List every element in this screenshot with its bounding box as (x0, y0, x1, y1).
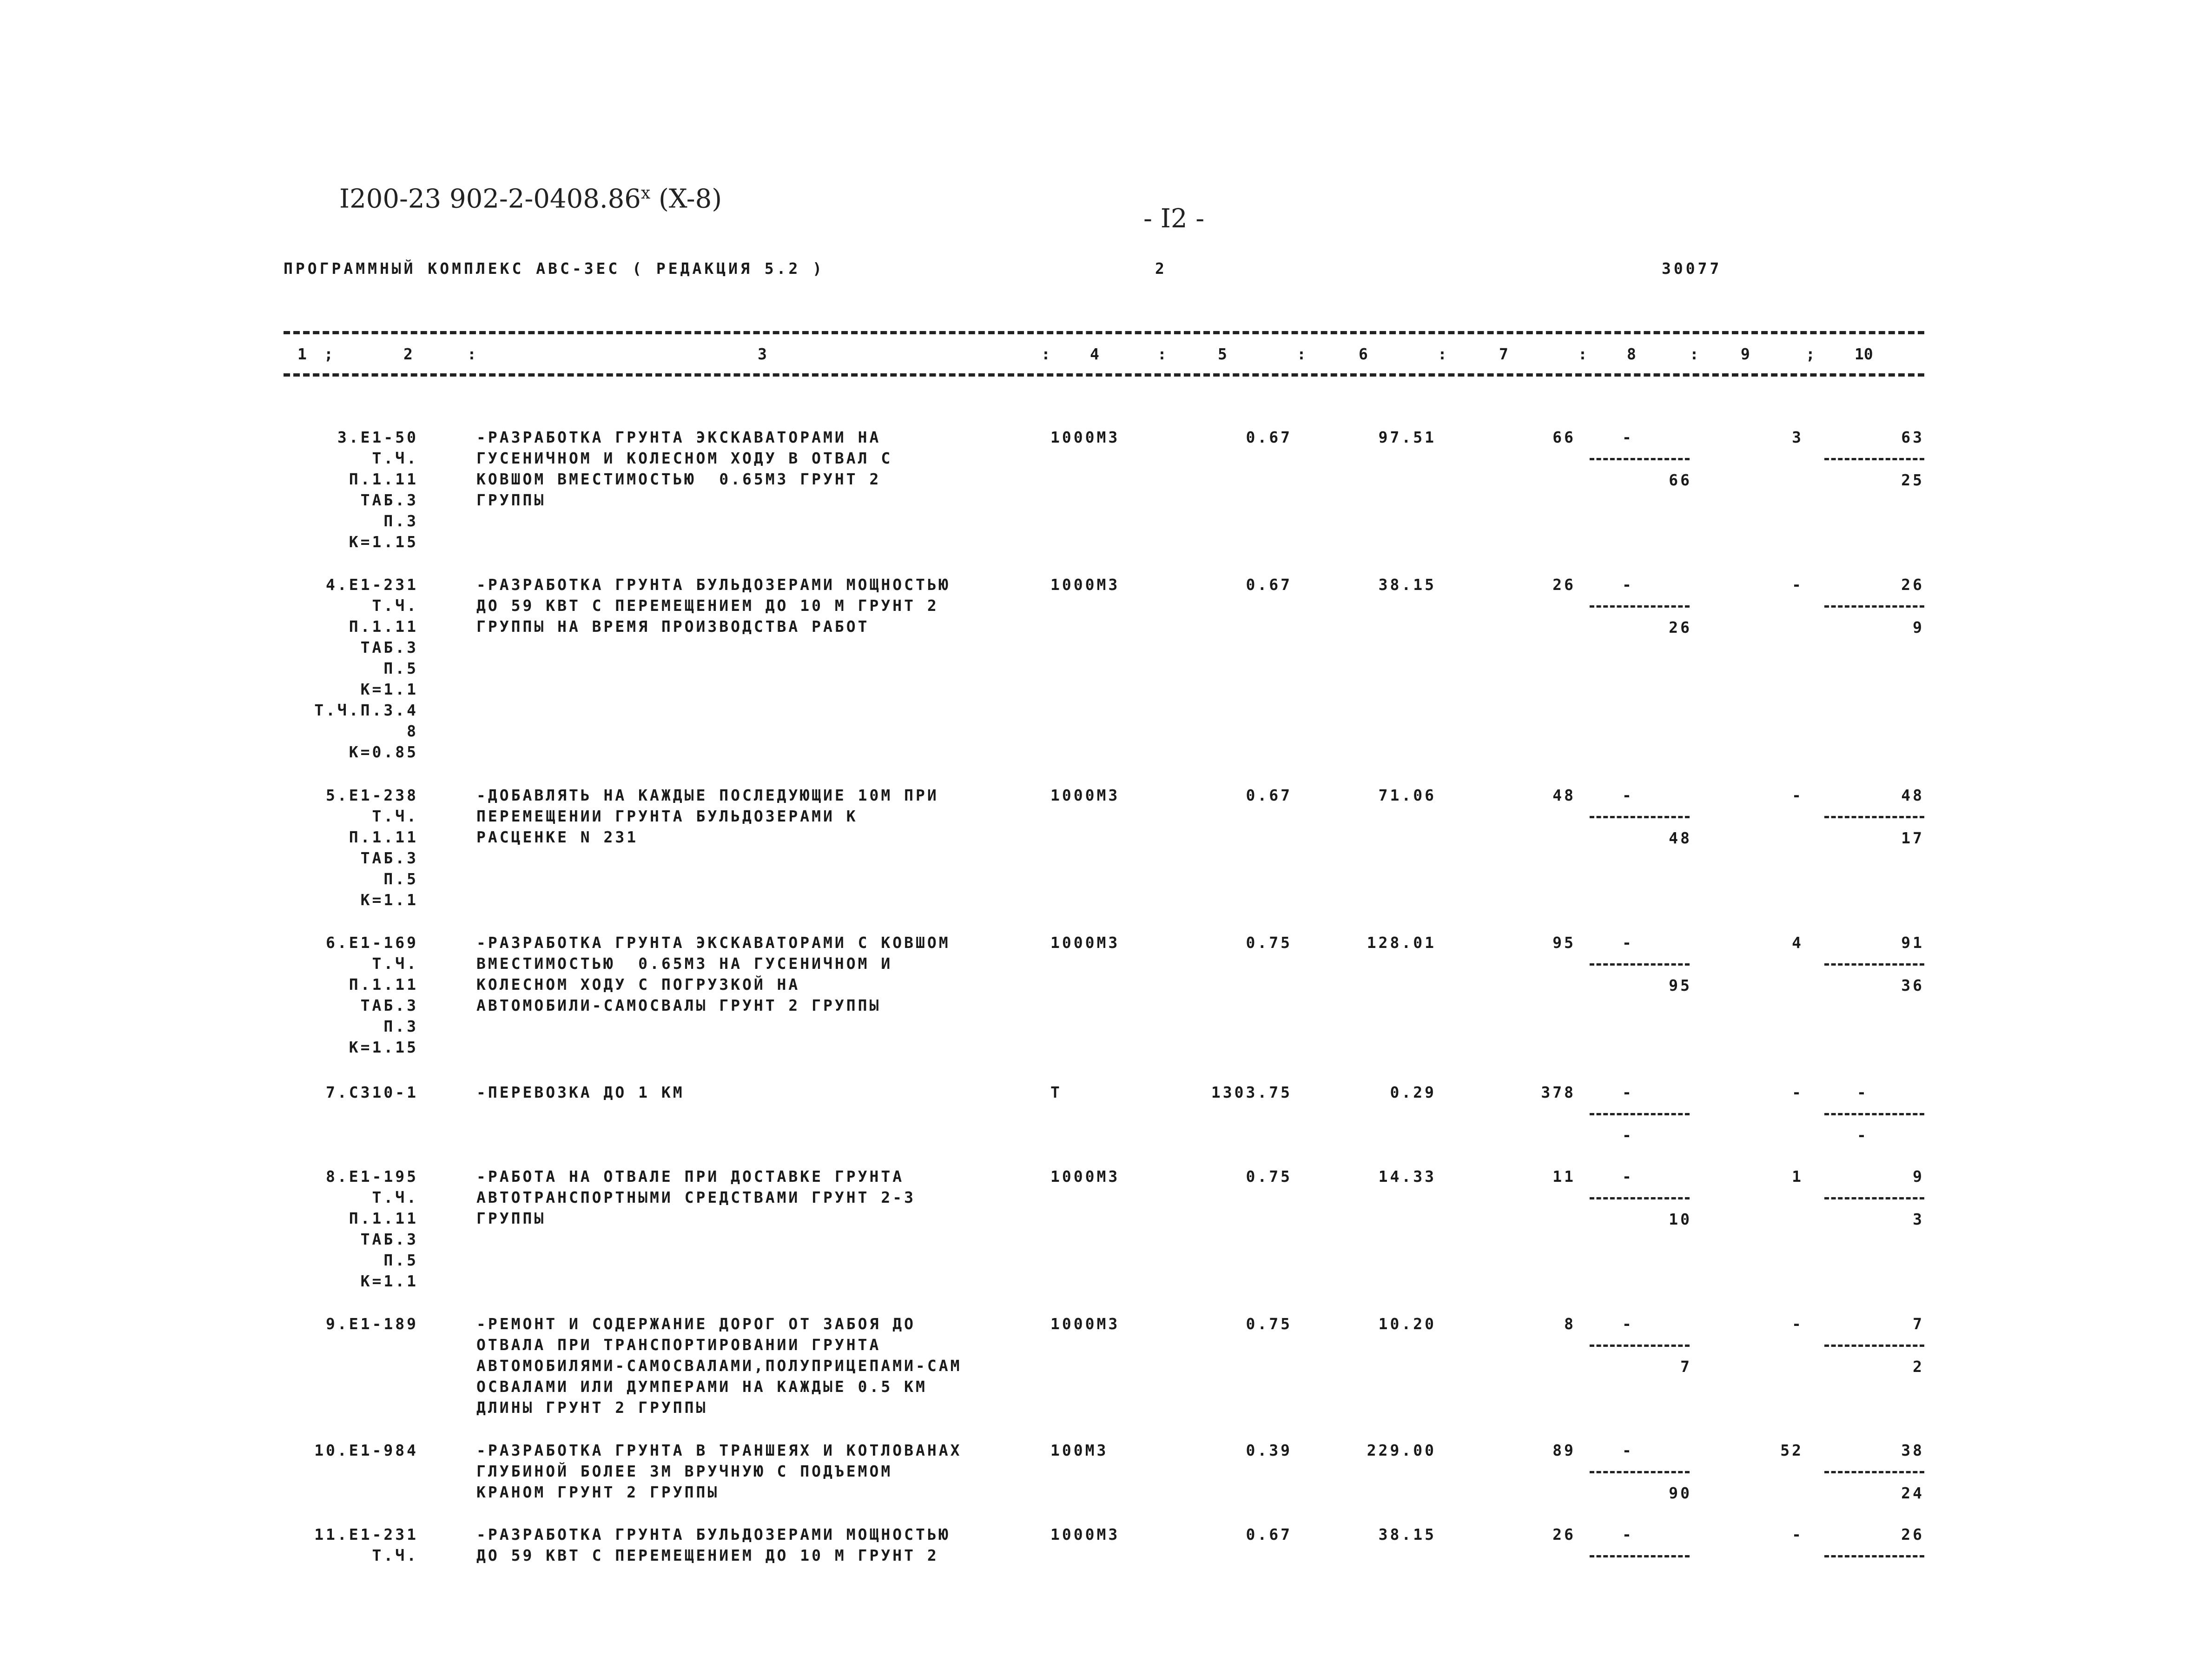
row-col8-bottom: 10 (1669, 1210, 1692, 1228)
row-total: 26 (1552, 1525, 1576, 1544)
row-code: 7.С310-1 (326, 1083, 418, 1101)
column-separator: ; (324, 345, 333, 363)
row-col10-top: 26 (1901, 576, 1924, 594)
fraction-line (1590, 1471, 1690, 1473)
row-price: 10.20 (1378, 1315, 1436, 1333)
row-total: 48 (1552, 786, 1576, 804)
fraction-line (1590, 1345, 1690, 1347)
column-separator: ; (1806, 345, 1815, 363)
row-col9: - (1792, 1525, 1803, 1544)
fraction-line (1824, 1113, 1924, 1115)
row-price: 38.15 (1378, 1525, 1436, 1544)
row-col10-bottom: 2 (1913, 1358, 1924, 1376)
row-col8-bottom: - (1622, 1126, 1634, 1144)
document-reference (339, 184, 722, 214)
row-price: 38.15 (1378, 576, 1436, 594)
row-unit: 1000М3 (1050, 786, 1120, 804)
header-bottom-rule (284, 373, 1924, 377)
row-col8-top: - (1622, 786, 1634, 804)
row-unit: 1000М3 (1050, 1315, 1120, 1333)
row-col10-top: 63 (1901, 428, 1924, 446)
fraction-line (1590, 1555, 1690, 1557)
row-unit: Т (1050, 1083, 1062, 1101)
row-total: 11 (1552, 1167, 1576, 1186)
row-price: 0.29 (1390, 1083, 1436, 1101)
column-header-5: 5 (1218, 345, 1227, 363)
row-col9: - (1792, 1083, 1803, 1101)
program-column-2: 2 (1155, 259, 1167, 278)
fraction-line (1824, 963, 1924, 966)
row-quantity: 0.39 (1246, 1441, 1292, 1459)
row-price: 14.33 (1378, 1167, 1436, 1186)
row-col8-bottom: 90 (1669, 1484, 1692, 1502)
fraction-line (1824, 1345, 1924, 1347)
row-price: 229.00 (1367, 1441, 1436, 1459)
fraction-line (1590, 1197, 1690, 1199)
row-col8-top: - (1622, 1525, 1634, 1544)
row-description: -ДОБАВЛЯТЬ НА КАЖДЫЕ ПОСЛЕДУЮЩИЕ 10М ПРИ ПЕРЕМЕЩЕНИИ ГРУНТА БУЛЬДОЗЕРАМИ К РАСЦЕНКЕ N 231 (476, 786, 939, 846)
row-col10-top: 26 (1901, 1525, 1924, 1544)
column-header-7: 7 (1499, 345, 1508, 363)
row-quantity: 0.67 (1246, 786, 1292, 804)
row-description: -РАЗРАБОТКА ГРУНТА ЭКСКАВАТОРАМИ НА ГУСЕНИЧНОМ И КОЛЕСНОМ ХОДУ В ОТВАЛ С КОВШОМ ВМЕСТИМОСТЬЮ 0.65М3 ГРУНТ 2 ГРУППЫ (476, 428, 893, 509)
row-description: -РАЗРАБОТКА ГРУНТА БУЛЬДОЗЕРАМИ МОЩНОСТЬЮ ДО 59 КВТ С ПЕРЕМЕЩЕНИЕМ ДО 10 М ГРУНТ 2 (476, 1525, 951, 1564)
page-number: - I2 - (1143, 204, 1205, 234)
row-total: 66 (1552, 428, 1576, 446)
row-code: 8.Е1-195 Т.Ч. П.1.11 ТАБ.3 П.5 К=1.1 (326, 1167, 418, 1290)
fraction-line (1824, 1197, 1924, 1199)
row-quantity: 0.67 (1246, 428, 1292, 446)
row-description: -ПЕРЕВОЗКА ДО 1 КМ (476, 1083, 685, 1101)
row-unit: 1000М3 (1050, 428, 1120, 446)
row-code: 10.Е1-984 (314, 1441, 418, 1459)
column-header-3: 3 (758, 345, 767, 363)
row-col8-top: - (1622, 934, 1634, 952)
column-separator: : (1690, 345, 1699, 363)
row-price: 71.06 (1378, 786, 1436, 804)
row-col10-top: 38 (1901, 1441, 1924, 1459)
column-header-2: 2 (403, 345, 413, 363)
row-unit: 1000М3 (1050, 934, 1120, 952)
row-col9: 1 (1792, 1167, 1803, 1186)
row-code: 11.Е1-231 Т.Ч. (314, 1525, 418, 1564)
document-reference-main: I200-23 902-2-0408.86 (339, 184, 641, 214)
row-unit: 1000М3 (1050, 1525, 1120, 1544)
row-col8-top: - (1622, 428, 1634, 446)
row-col8-top: - (1622, 1167, 1634, 1186)
row-quantity: 0.67 (1246, 576, 1292, 594)
row-quantity: 0.75 (1246, 1167, 1292, 1186)
row-col9: - (1792, 786, 1803, 804)
row-col8-bottom: 26 (1669, 618, 1692, 636)
row-quantity: 0.75 (1246, 1315, 1292, 1333)
row-col9: 52 (1780, 1441, 1803, 1459)
program-id: 30077 (1662, 259, 1722, 278)
row-price: 97.51 (1378, 428, 1436, 446)
row-quantity: 0.67 (1246, 1525, 1292, 1544)
fraction-line (1590, 458, 1690, 460)
column-header-4: 4 (1090, 345, 1099, 363)
row-col8-bottom: 48 (1669, 829, 1692, 847)
row-code: 6.Е1-169 Т.Ч. П.1.11 ТАБ.3 П.3 К=1.15 (326, 934, 418, 1056)
column-separator: : (1438, 345, 1447, 363)
row-col8-top: - (1622, 1315, 1634, 1333)
row-total: 95 (1552, 934, 1576, 952)
row-col10-bottom: 9 (1913, 618, 1924, 636)
row-col9: 4 (1792, 934, 1803, 952)
row-description: -РЕМОНТ И СОДЕРЖАНИЕ ДОРОГ ОТ ЗАБОЯ ДО ОТВАЛА ПРИ ТРАНСПОРТИРОВАНИИ ГРУНТА АВТОМОБИЛЯМИ-САМОСВАЛАМИ,ПОЛУПРИЦЕПАМИ-САМ ОСВАЛАМИ ИЛИ ДУМПЕРАМИ НА КАЖДЫЕ 0.5 КМ ДЛИНЫ ГРУНТ 2 ГРУППЫ (476, 1315, 962, 1417)
row-col9: - (1792, 576, 1803, 594)
row-col10-bottom: 36 (1901, 976, 1924, 994)
column-separator: : (467, 345, 476, 363)
document-reference-tail: (X-8) (650, 184, 722, 214)
row-total: 8 (1564, 1315, 1576, 1333)
column-header-9: 9 (1741, 345, 1750, 363)
row-col8-top: - (1622, 1441, 1634, 1459)
row-total: 378 (1541, 1083, 1576, 1101)
row-col9: - (1792, 1315, 1803, 1333)
row-quantity: 1303.75 (1211, 1083, 1292, 1101)
column-header-6: 6 (1359, 345, 1368, 363)
document-reference-sup: x (640, 184, 651, 203)
fraction-line (1824, 605, 1924, 608)
row-col8-bottom: 95 (1669, 976, 1692, 994)
row-description: -РАЗРАБОТКА ГРУНТА БУЛЬДОЗЕРАМИ МОЩНОСТЬЮ ДО 59 КВТ С ПЕРЕМЕЩЕНИЕМ ДО 10 М ГРУНТ 2 ГРУППЫ НА ВРЕМЯ ПРОИЗВОДСТВА РАБОТ (476, 576, 951, 636)
fraction-line (1590, 963, 1690, 966)
fraction-line (1824, 816, 1924, 818)
column-header-8: 8 (1627, 345, 1636, 363)
row-quantity: 0.75 (1246, 934, 1292, 952)
fraction-line (1590, 1113, 1690, 1115)
column-separator: : (1157, 345, 1167, 363)
fraction-line (1824, 1555, 1924, 1557)
row-col10-top: 7 (1913, 1315, 1924, 1333)
row-col10-top: 9 (1913, 1167, 1924, 1186)
row-code: 3.Е1-50 Т.Ч. П.1.11 ТАБ.3 П.3 К=1.15 (337, 428, 418, 551)
row-code: 5.Е1-238 Т.Ч. П.1.11 ТАБ.3 П.5 К=1.1 (326, 786, 418, 909)
header-top-rule (284, 331, 1924, 334)
row-col9: 3 (1792, 428, 1803, 446)
row-col10-top: - (1857, 1083, 1869, 1101)
row-col10-bottom: 24 (1901, 1484, 1924, 1502)
column-separator: : (1297, 345, 1306, 363)
fraction-line (1824, 1471, 1924, 1473)
row-unit: 1000М3 (1050, 576, 1120, 594)
row-col10-bottom: 17 (1901, 829, 1924, 847)
row-col10-bottom: 3 (1913, 1210, 1924, 1228)
column-separator: : (1578, 345, 1587, 363)
row-code: 4.Е1-231 Т.Ч. П.1.11 ТАБ.3 П.5 К=1.1 Т.Ч.П.3.4 8 К=0.85 (314, 576, 418, 761)
row-unit: 1000М3 (1050, 1167, 1120, 1186)
row-total: 89 (1552, 1441, 1576, 1459)
row-col8-bottom: 66 (1669, 471, 1692, 489)
program-title: ПРОГРАММНЫЙ КОМПЛЕКС АВС-ЗЕС ( РЕДАКЦИЯ 5.2 ) (284, 259, 825, 278)
row-col8-top: - (1622, 576, 1634, 594)
fraction-line (1824, 458, 1924, 460)
row-price: 128.01 (1367, 934, 1436, 952)
row-code: 9.Е1-189 (326, 1315, 418, 1333)
fraction-line (1590, 816, 1690, 818)
row-description: -РАЗРАБОТКА ГРУНТА В ТРАНШЕЯХ И КОТЛОВАНАХ ГЛУБИНОЙ БОЛЕЕ 3М ВРУЧНУЮ С ПОДЪЕМОМ КРАНОМ ГРУНТ 2 ГРУППЫ (476, 1441, 962, 1501)
row-col8-bottom: 7 (1680, 1358, 1692, 1376)
fraction-line (1590, 605, 1690, 608)
row-col10-top: 91 (1901, 934, 1924, 952)
row-total: 26 (1552, 576, 1576, 594)
row-col10-bottom: - (1857, 1126, 1869, 1144)
row-unit: 100М3 (1050, 1441, 1109, 1459)
row-col10-bottom: 25 (1901, 471, 1924, 489)
column-separator: : (1041, 345, 1050, 363)
row-col10-top: 48 (1901, 786, 1924, 804)
row-description: -РАЗРАБОТКА ГРУНТА ЭКСКАВАТОРАМИ С КОВШОМ ВМЕСТИМОСТЬЮ 0.65М3 НА ГУСЕНИЧНОМ И КОЛЕСНОМ ХОДУ С ПОГРУЗКОЙ НА АВТОМОБИЛИ-САМОСВАЛЫ ГРУНТ 2 ГРУППЫ (476, 934, 951, 1014)
row-description: -РАБОТА НА ОТВАЛЕ ПРИ ДОСТАВКЕ ГРУНТА АВТОТРАНСПОРТНЫМИ СРЕДСТВАМИ ГРУНТ 2-3 ГРУППЫ (476, 1167, 916, 1227)
row-col8-top: - (1622, 1083, 1634, 1101)
column-header-10: 10 (1855, 345, 1873, 363)
column-header-1: 1 (297, 345, 307, 363)
